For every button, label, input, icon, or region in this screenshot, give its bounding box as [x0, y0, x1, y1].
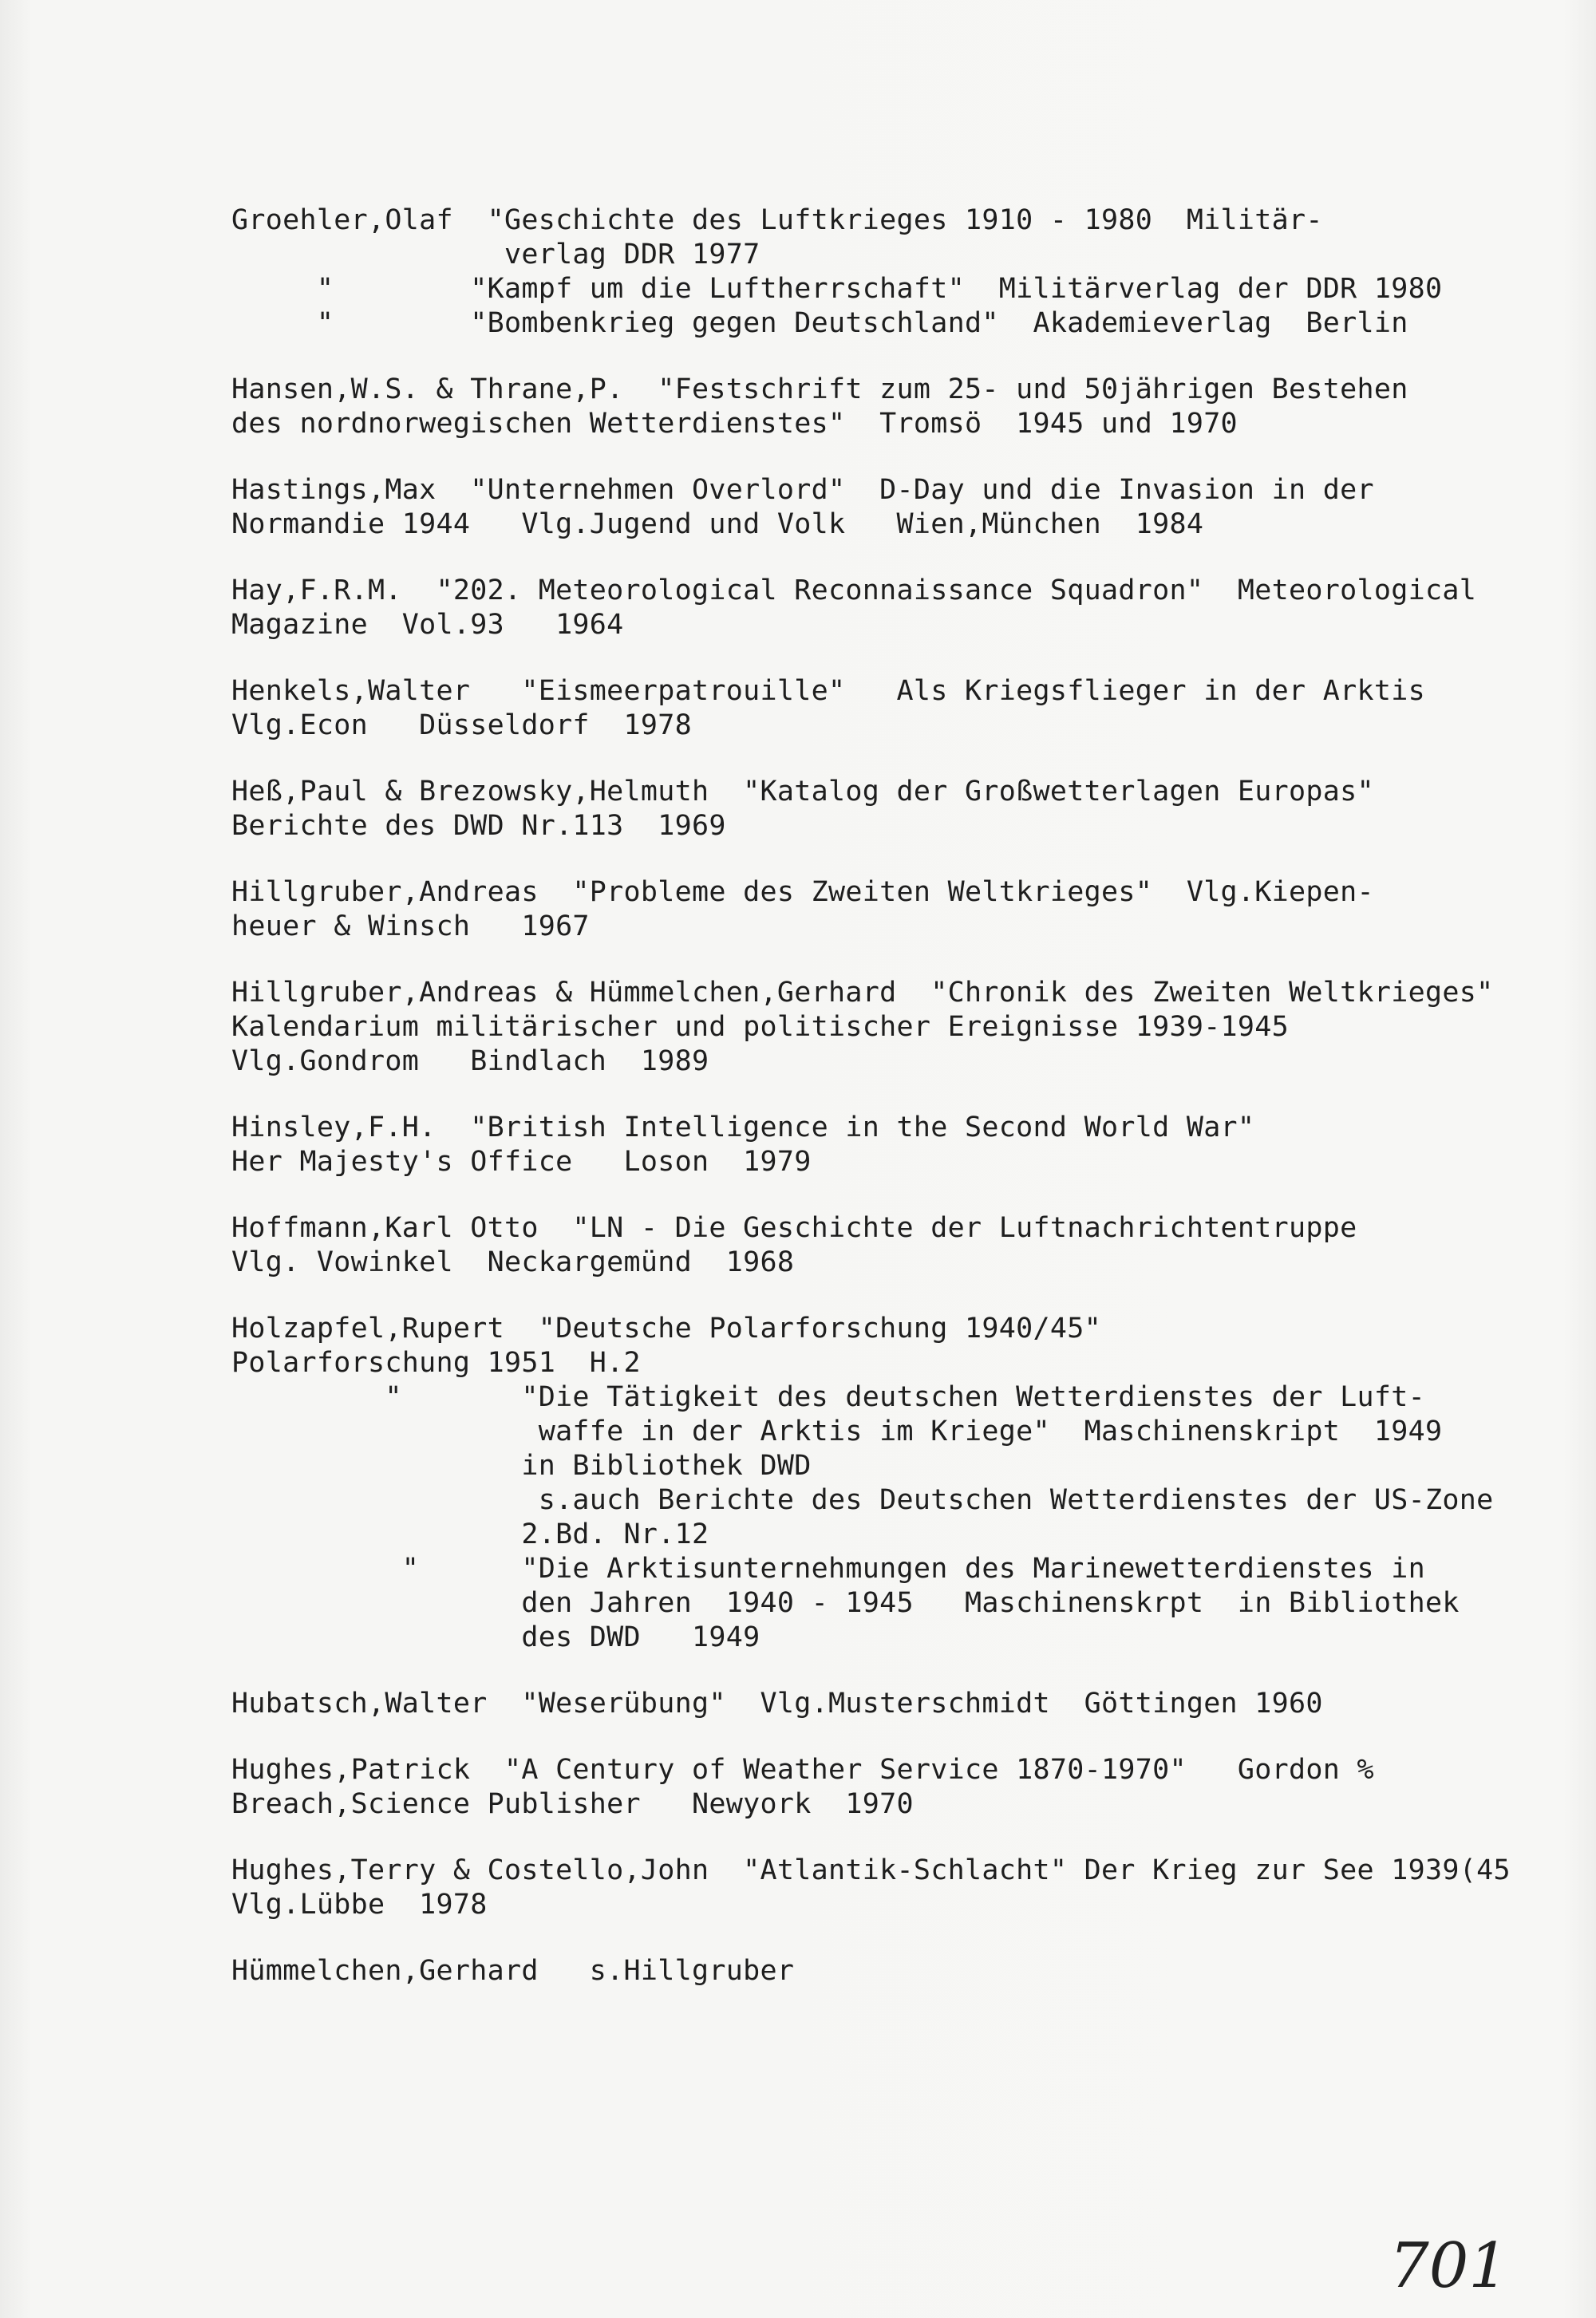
entry-line: Breach,Science Publisher Newyork 1970	[231, 1788, 914, 1820]
entry-line: Vlg. Vowinkel Neckargemünd 1968	[231, 1246, 795, 1278]
bibliography-entry	[231, 574, 1548, 642]
entry-line: Hughes,Patrick "A Century of Weather Service 1870-1970" Gordon %	[231, 1754, 1374, 1786]
entry-line: Normandie 1944 Vlg.Jugend und Volk Wien,München 1984	[231, 508, 1204, 540]
entry-line: Hümmelchen,Gerhard s.Hillgruber	[231, 1955, 795, 1987]
bibliography-entry	[231, 1854, 1548, 1922]
entry-line: Polarforschung 1951 H.2	[231, 1347, 641, 1379]
entry-line: Hoffmann,Karl Otto "LN - Die Geschichte der Luftnachrichtentruppe	[231, 1212, 1357, 1244]
bibliography-entry	[231, 875, 1548, 944]
entry-line: " "Die Arktisunternehmungen des Marinewetterdienstes in	[231, 1553, 1426, 1585]
entry-line: in Bibliothek DWD	[231, 1450, 812, 1482]
entry-line: Magazine Vol.93 1964	[231, 609, 624, 641]
entry-line: Hughes,Terry & Costello,John "Atlantik-Schlacht" Der Krieg zur See 1939(45	[231, 1854, 1511, 1886]
bibliography-entry	[231, 1312, 1548, 1655]
entry-line: waffe in der Arktis im Kriege" Maschinenskript 1949	[231, 1416, 1443, 1447]
entry-line: Berichte des DWD Nr.113 1969	[231, 810, 726, 842]
entry-line: des nordnorwegischen Wetterdienstes" Tromsö 1945 und 1970	[231, 408, 1238, 440]
entry-line: " "Die Tätigkeit des deutschen Wetterdienstes der Luft-	[231, 1381, 1426, 1413]
entry-line: Groehler,Olaf "Geschichte des Luftkrieges 1910 - 1980 Militär-	[231, 204, 1323, 236]
entry-line: s.auch Berichte des Deutschen Wetterdienstes der US-Zone	[231, 1484, 1494, 1516]
bibliography-entry	[231, 775, 1548, 843]
entry-line: Hansen,W.S. & Thrane,P. "Festschrift zum 25- und 50jährigen Bestehen	[231, 373, 1408, 405]
entry-line: Hubatsch,Walter "Weserübung" Vlg.Musterschmidt Göttingen 1960	[231, 1688, 1323, 1720]
entry-line: Heß,Paul & Brezowsky,Helmuth "Katalog der Großwetterlagen Europas"	[231, 776, 1374, 808]
bibliography-list	[231, 203, 1548, 2020]
entry-line: den Jahren 1940 - 1945 Maschinenskrpt in Bibliothek	[231, 1587, 1460, 1619]
entry-line: " "Kampf um die Luftherrschaft" Militärverlag der DDR 1980	[231, 273, 1443, 305]
entry-line: Vlg.Gondrom Bindlach 1989	[231, 1045, 709, 1077]
bibliography-entry	[231, 674, 1548, 743]
bibliography-entry	[231, 976, 1548, 1079]
bibliography-entry	[231, 373, 1548, 441]
bibliography-entry	[231, 473, 1548, 542]
bibliography-entry	[231, 1954, 1548, 1988]
entry-line: Kalendarium militärischer und politischer Ereignisse 1939-1945	[231, 1011, 1290, 1043]
entry-line: Hillgruber,Andreas & Hümmelchen,Gerhard "Chronik des Zweiten Weltkrieges"	[231, 977, 1494, 1009]
entry-line: Hastings,Max "Unternehmen Overlord" D-Day und die Invasion in der	[231, 474, 1374, 506]
entry-line: verlag DDR 1977	[231, 239, 760, 270]
bibliography-entry	[231, 1211, 1548, 1280]
entry-line: Hay,F.R.M. "202. Meteorological Reconnaissance Squadron" Meteorological	[231, 575, 1477, 606]
entry-line: " "Bombenkrieg gegen Deutschland" Akademieverlag Berlin	[231, 307, 1408, 339]
entry-line: des DWD 1949	[231, 1621, 760, 1653]
bibliography-entry	[231, 1687, 1548, 1721]
bibliography-entry	[231, 203, 1548, 341]
bibliography-entry	[231, 1753, 1548, 1822]
entry-line: heuer & Winsch 1967	[231, 910, 590, 942]
entry-line: Hillgruber,Andreas "Probleme des Zweiten Weltkrieges" Vlg.Kiepen-	[231, 876, 1374, 908]
entry-line: Holzapfel,Rupert "Deutsche Polarforschung 1940/45"	[231, 1313, 1101, 1345]
bibliography-entry	[231, 1111, 1548, 1179]
entry-line: Vlg.Econ Düsseldorf 1978	[231, 709, 693, 741]
entry-line: Henkels,Walter "Eismeerpatrouille" Als Kriegsflieger in der Arktis	[231, 675, 1426, 707]
entry-line: Hinsley,F.H. "British Intelligence in the Second World War"	[231, 1112, 1255, 1143]
entry-line: Vlg.Lübbe 1978	[231, 1889, 488, 1921]
page-number: 701	[1389, 2230, 1508, 2302]
entry-line: Her Majesty's Office Loson 1979	[231, 1146, 812, 1178]
entry-line: 2.Bd. Nr.12	[231, 1518, 709, 1550]
